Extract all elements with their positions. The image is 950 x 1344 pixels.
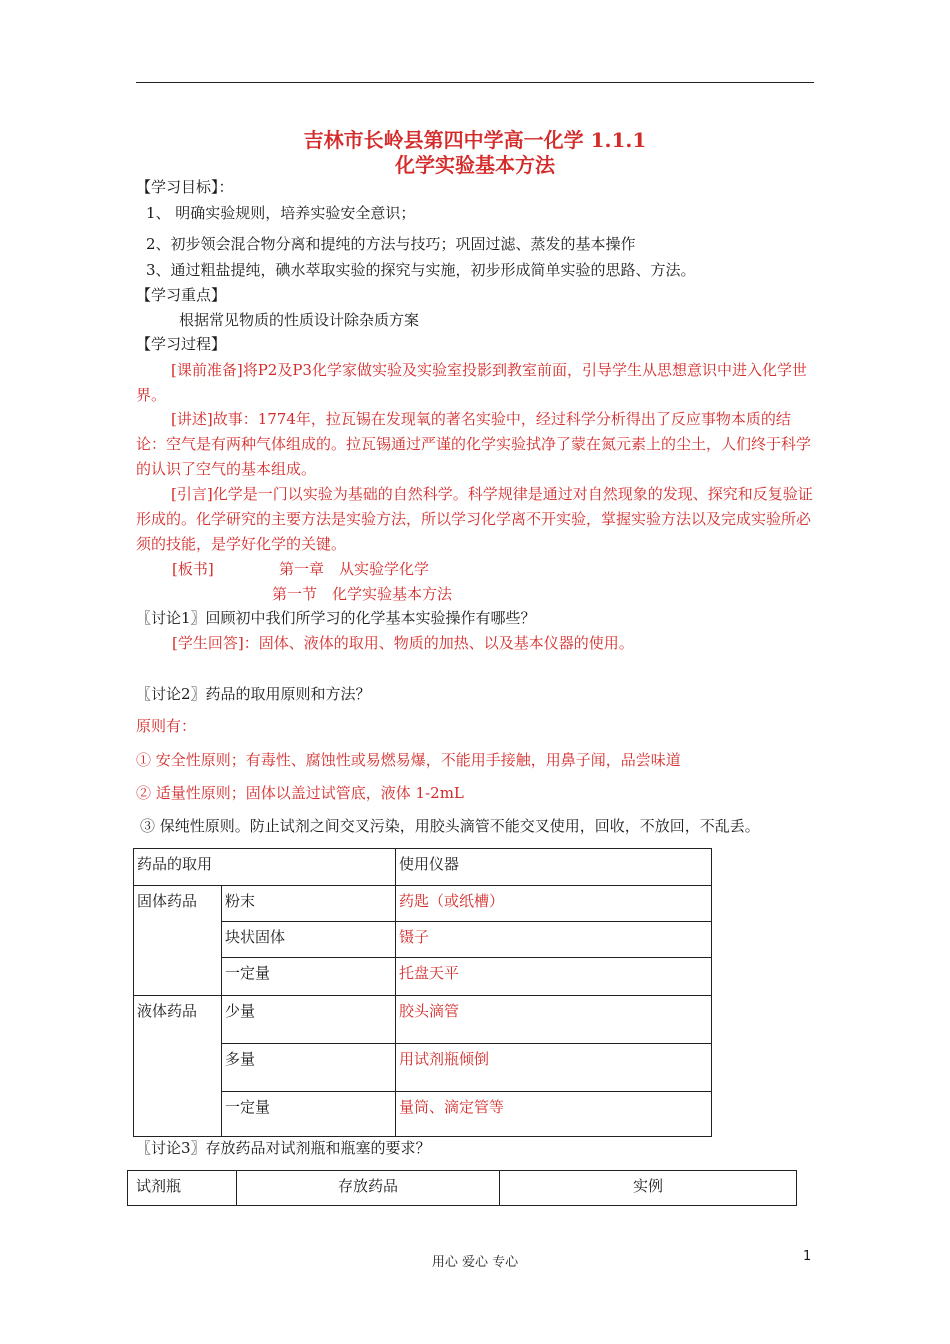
focus-heading: 【学习重点】 — [136, 286, 227, 304]
table-header-access: 药品的取用 — [134, 849, 396, 886]
table-row-tool: 药匙（或纸槽） — [396, 886, 712, 922]
goals-heading: 【学习目标】： — [136, 178, 234, 196]
focus-text: 根据常见物质的性质设计除杂质方案 — [179, 311, 420, 329]
table-row-kind: 粉末 — [222, 886, 396, 922]
principle-amount: ② 适量性原则；固体以盖过试管底，液体 1-2mL — [136, 784, 464, 802]
principle-safety: ① 安全性原则；有毒性、腐蚀性或易燃易爆，不能用手接触，用鼻子闻，品尝味道 — [136, 751, 681, 769]
liquid-category: 液体药品 — [134, 996, 222, 1137]
board-label: [板书] — [172, 560, 214, 578]
table-header-instrument: 使用仪器 — [396, 849, 712, 886]
table-row-tool: 量筒、滴定管等 — [396, 1092, 712, 1137]
prep-paragraph: [课前准备]将P2及P3化学家做实验及实验室投影到教室前面，引导学生从思想意识中进入化学世界。 — [136, 361, 807, 404]
story-paragraph: [讲述]故事：1774年，拉瓦锡在发现氧的著名实验中，经过科学分析得出了反应事物本质的结论：空气是有两种气体组成的。拉瓦锡通过严谨的化学实验拭净了蒙在氮元素上的尘土，人们终于科学的认识了空气的基本组成。 — [136, 410, 812, 478]
principle-purity: ③ 保纯性原则。防止试剂之间交叉污染，用胶头滴管不能交叉使用，回收，不放回，不乱丢。 — [140, 817, 760, 835]
table-row-tool: 胶头滴管 — [396, 996, 712, 1044]
page-footer: 用心 爱心 专心 — [431, 1255, 519, 1270]
document-title-line2: 化学实验基本方法 — [395, 153, 555, 177]
table2-header-reagents: 存放药品 — [237, 1171, 500, 1206]
process-heading: 【学习过程】 — [136, 335, 227, 353]
principles-heading: 原则有： — [136, 717, 197, 735]
solid-category: 固体药品 — [134, 886, 222, 996]
goal-item-1: 1、 明确实验规则，培养实验安全意识； — [146, 204, 416, 222]
discussion1-answer: [学生回答]：固体、液体的取用、物质的加热、以及基本仪器的使用。 — [172, 634, 634, 652]
header-rule — [136, 82, 814, 83]
goal-item-2: 2、初步领会混合物分离和提纯的方法与技巧；巩固过滤、蒸发的基本操作 — [146, 235, 636, 253]
reagent-bottle-table — [127, 1170, 797, 1206]
table2-header-examples: 实例 — [500, 1171, 797, 1206]
table-row-kind: 少量 — [222, 996, 396, 1044]
table-row-kind: 多量 — [222, 1044, 396, 1092]
goal-item-3: 3、通过粗盐提纯，碘水萃取实验的探究与实施，初步形成简单实验的思路、方法。 — [146, 261, 696, 279]
table-row-kind: 一定量 — [222, 958, 396, 996]
discussion3-question: 〖讨论3〗存放药品对试剂瓶和瓶塞的要求？ — [136, 1139, 431, 1157]
discussion2-question: 〖讨论2〗药品的取用原则和方法？ — [136, 685, 371, 703]
reagent-access-table — [133, 848, 712, 1137]
document-title-line1: 吉林市长岭县第四中学高一化学 1.1.1 — [303, 128, 647, 152]
table-row-kind: 一定量 — [222, 1092, 396, 1137]
table-row-tool: 用试剂瓶倾倒 — [396, 1044, 712, 1092]
discussion1-question: 〖讨论1〗回顾初中我们所学习的化学基本实验操作有哪些？ — [136, 609, 536, 627]
table2-header-bottle: 试剂瓶 — [128, 1171, 237, 1206]
table-row-tool: 镊子 — [396, 922, 712, 958]
table-row-kind: 块状固体 — [222, 922, 396, 958]
board-chapter: 第一章 从实验学化学 — [279, 560, 430, 578]
intro-paragraph: [引言]化学是一门以实验为基础的自然科学。科学规律是通过对自然现象的发现、探究和反复验证形成的。化学研究的主要方法是实验方法，所以学习化学离不开实验，掌握实验方法以及完成实验所必须的技能，是学好化学的关键。 — [136, 485, 813, 553]
board-section: 第一节 化学实验基本方法 — [272, 585, 453, 603]
table-row-tool: 托盘天平 — [396, 958, 712, 996]
page-number: 1 — [803, 1249, 812, 1264]
